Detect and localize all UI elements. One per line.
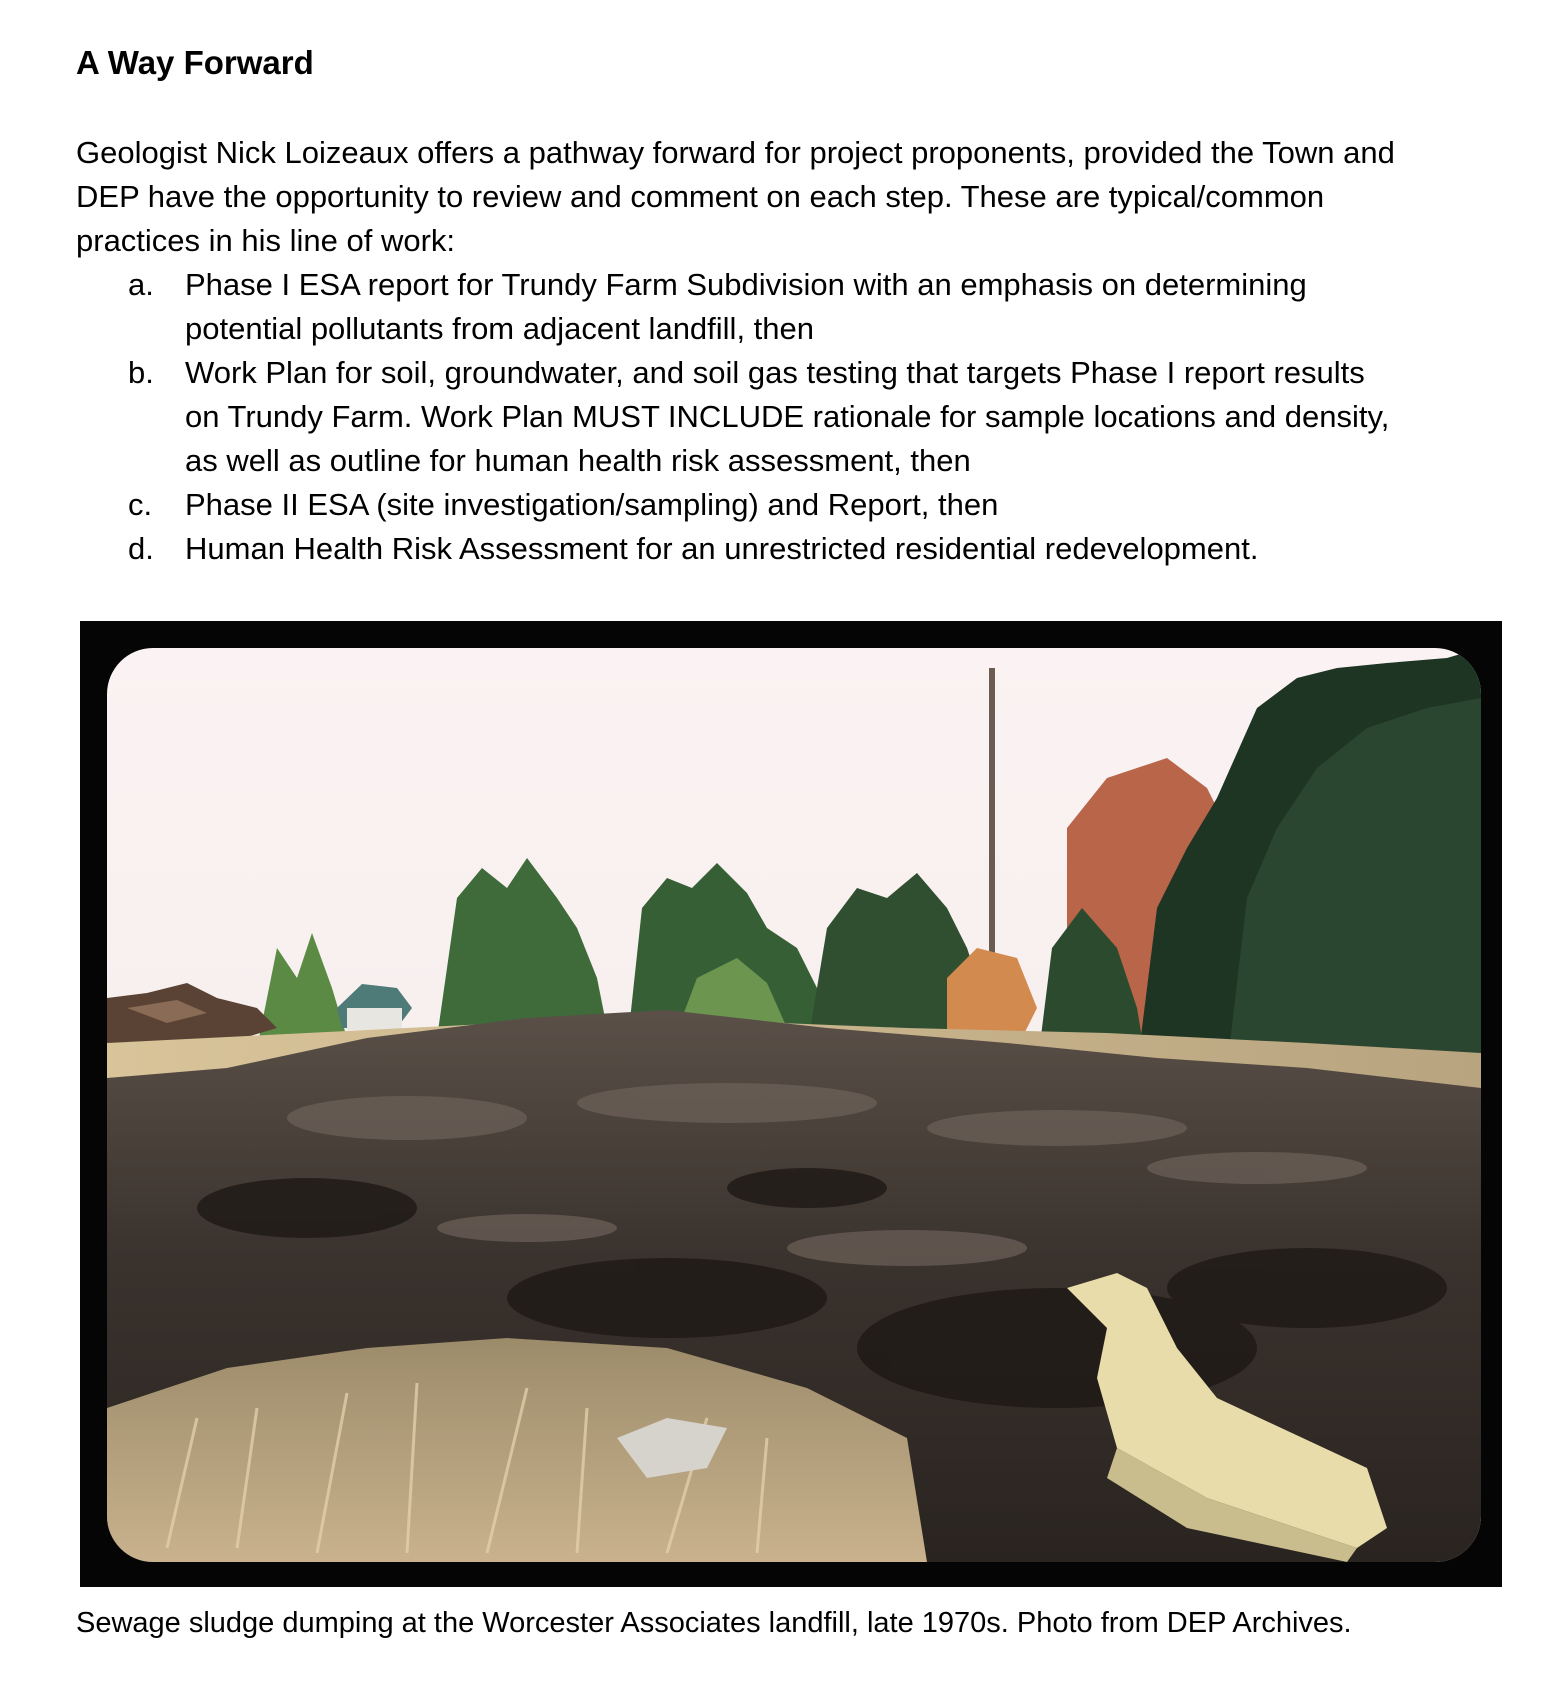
section-heading: A Way Forward	[76, 44, 314, 81]
landfill-photo-illustration	[107, 648, 1481, 1562]
step-c	[76, 483, 1516, 527]
intro-line: DEP have the opportunity to review and comment on each step. These are typical/common	[76, 179, 1325, 214]
intro-paragraph	[76, 131, 1516, 263]
step-marker: d.	[128, 531, 154, 566]
steps-list	[76, 263, 1516, 571]
step-a	[76, 263, 1516, 351]
step-text-line: Phase I ESA report for Trundy Farm Subdivision with an emphasis on determining	[185, 267, 1307, 302]
landfill-photo	[107, 648, 1481, 1562]
step-text-line: on Trundy Farm. Work Plan MUST INCLUDE rationale for sample locations and density,	[185, 399, 1390, 434]
step-b	[76, 351, 1516, 483]
intro-line: Geologist Nick Loizeaux offers a pathway forward for project proponents, provided the Town and	[76, 135, 1395, 170]
step-text-line: as well as outline for human health risk assessment, then	[185, 443, 971, 478]
step-marker: c.	[128, 487, 153, 522]
step-marker: b.	[128, 355, 154, 390]
step-d	[76, 527, 1516, 571]
step-marker: a.	[128, 267, 154, 302]
step-text-line: Phase II ESA (site investigation/sampling) and Report, then	[185, 487, 999, 522]
photo-caption: Sewage sludge dumping at the Worcester Associates landfill, late 1970s. Photo from DEP Archives.	[76, 1607, 1352, 1639]
intro-line: practices in his line of work:	[76, 223, 456, 258]
step-text-line: Human Health Risk Assessment for an unrestricted residential redevelopment.	[185, 531, 1259, 566]
step-text-line: Work Plan for soil, groundwater, and soil gas testing that targets Phase I report results	[185, 355, 1365, 390]
photo-slide-frame	[80, 621, 1502, 1587]
step-text-line: potential pollutants from adjacent landfill, then	[185, 311, 815, 346]
